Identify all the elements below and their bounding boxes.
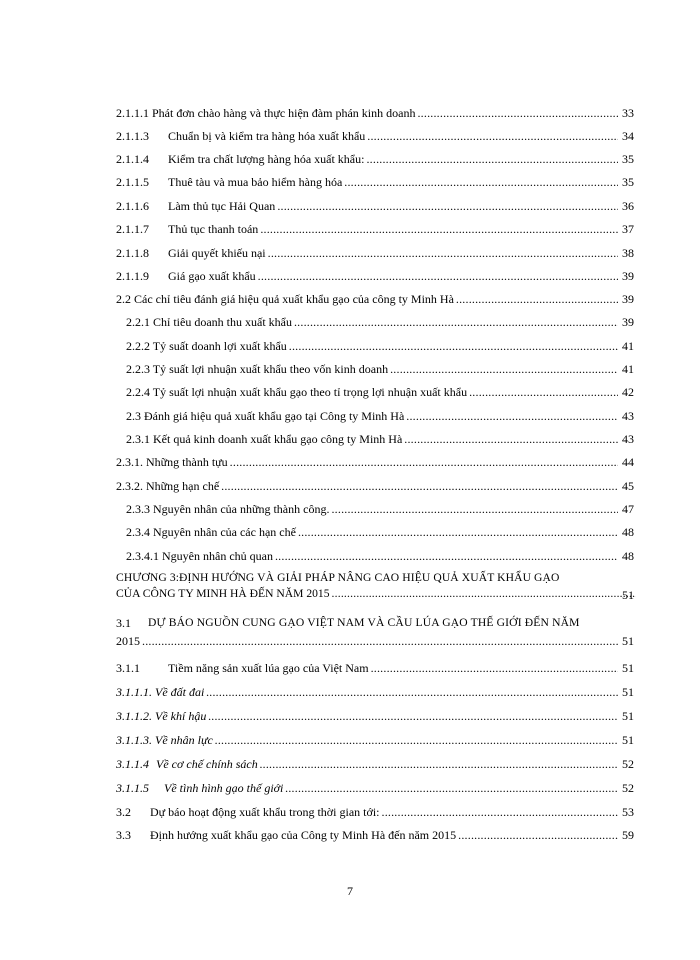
toc-entry-title: 2.2.2 Tỷ suất doanh lợi xuất khẩu (126, 339, 287, 353)
toc-entry[interactable] (0, 755, 700, 773)
toc-page-number: 53 (622, 805, 634, 819)
toc-entry-number: 3.2 (116, 805, 131, 819)
chapter-title-line-1: CHƯƠNG 3:ĐỊNH HƯỚNG VÀ GIẢI PHÁP NÂNG CAO HIỆU QUẢ XUẤT KHẨU GẠO (116, 571, 560, 584)
toc-entry-number: 2.1.1.4 (116, 152, 149, 166)
toc-entry[interactable] (0, 500, 700, 518)
toc-entry[interactable] (0, 337, 700, 355)
toc-entry-title: 2.2.1 Chỉ tiêu doanh thu xuất khẩu (126, 315, 292, 329)
toc-entry[interactable] (0, 220, 700, 238)
chapter-title-line-2: CỦA CÔNG TY MINH HÀ ĐẾN NĂM 2015 (116, 587, 330, 600)
toc-page-number: 36 (622, 199, 634, 213)
toc-entry[interactable] (0, 267, 700, 285)
toc-leader-dots (367, 127, 618, 145)
toc-entry-number: 3.1.1.4 (116, 757, 149, 771)
toc-page-number: 42 (622, 385, 634, 399)
toc-entry-title: 2.2 Các chỉ tiêu đánh giá hiệu quả xuất khẩu gạo của công ty Minh Hà (116, 292, 454, 306)
toc-page-number: 51 (622, 709, 634, 723)
toc-entry[interactable] (0, 173, 700, 191)
page-number-footer: 7 (347, 884, 353, 898)
toc-entry-title: Định hướng xuất khẩu gạo của Công ty Minh Hà đến năm 2015 (150, 828, 457, 842)
toc-entry-title: 2.3.4 Nguyên nhân của các hạn chế (126, 525, 296, 539)
toc-leader-dots (382, 803, 619, 821)
toc-leader-dots (298, 523, 618, 541)
toc-entry-title: Làm thủ tục Hải Quan (168, 199, 276, 213)
toc-leader-dots (417, 104, 618, 122)
toc-entry[interactable] (0, 683, 700, 701)
toc-entry-number: 2.1.1.6 (116, 199, 149, 213)
toc-entry-title: Giải quyết khiếu nại (168, 246, 266, 260)
toc-leader-dots (456, 290, 618, 308)
toc-entry[interactable] (0, 407, 700, 425)
toc-page-number: 43 (622, 432, 634, 446)
toc-entry-title: Về tình hình gạo thế giới (164, 781, 284, 795)
toc-entry[interactable] (0, 779, 700, 797)
toc-entry-number: 2.1.1.8 (116, 246, 149, 260)
toc-page-number: 51 (622, 588, 634, 602)
toc-entry[interactable] (0, 523, 700, 541)
toc-entry[interactable] (0, 453, 700, 471)
toc-leader-dots (258, 267, 618, 285)
toc-page-number: 41 (622, 339, 634, 353)
toc-page-number: 51 (622, 685, 634, 699)
toc-page-number: 41 (622, 362, 634, 376)
toc-page-number: 35 (622, 175, 634, 189)
toc-entry-title: 3.1.1.1. Về đất đai (116, 685, 205, 699)
toc-page-number: 45 (622, 479, 634, 493)
toc-leader-dots (230, 453, 618, 471)
toc-page-number: 51 (622, 733, 634, 747)
toc-entry[interactable] (0, 197, 700, 215)
toc-entry-title: 3.1.1.3. Về nhân lực (116, 733, 213, 747)
toc-leader-dots (221, 477, 618, 495)
toc-entry-number: 2.1.1.3 (116, 129, 149, 143)
toc-page-number: 39 (622, 269, 634, 283)
toc-page-number: 52 (622, 781, 634, 795)
toc-page-number: 33 (622, 106, 634, 120)
toc-entry-title: Tiềm năng sản xuất lúa gạo của Việt Nam (168, 661, 369, 675)
toc-leader-dots (215, 731, 618, 749)
toc-leader-dots (277, 197, 618, 215)
toc-entry-title: Chuẩn bị và kiểm tra hàng hóa xuất khẩu (168, 129, 366, 143)
toc-entry[interactable] (0, 104, 700, 122)
toc-entry-title: 2.3.3 Nguyên nhân của những thành công. (126, 502, 330, 516)
toc-leader-dots (371, 659, 618, 677)
toc-page-number: 47 (622, 502, 634, 516)
toc-leader-dots (294, 313, 618, 331)
toc-entry-title: Giá gạo xuất khẩu (168, 269, 256, 283)
toc-page-number: 35 (622, 152, 634, 166)
toc-entry-title: 2.2.3 Tỷ suất lợi nhuận xuất khẩu theo vốn kinh doanh (126, 362, 389, 376)
toc-page-number: 48 (622, 525, 634, 539)
toc-leader-dots (404, 430, 618, 448)
toc-leader-dots (469, 383, 618, 401)
toc-leader-dots (275, 547, 618, 565)
toc-leader-dots (289, 337, 618, 355)
toc-entry-number: 3.1.1 (116, 661, 140, 675)
toc-entry-title-line-2: 2015 (116, 634, 140, 648)
toc-page-number: 59 (622, 828, 634, 842)
toc-leader-dots (260, 220, 618, 238)
toc-entry-title: 2.3.1. Những thành tựu (116, 455, 228, 469)
toc-entry[interactable] (0, 127, 700, 145)
toc-entry[interactable] (0, 360, 700, 378)
toc-entry-title: Thủ tục thanh toán (168, 222, 259, 236)
toc-page-number: 34 (622, 129, 634, 143)
toc-entry[interactable] (0, 430, 700, 448)
toc-page-number: 48 (622, 549, 634, 563)
toc-entry-title: 2.3 Đánh giá hiệu quả xuất khẩu gạo tại Công ty Minh Hà (126, 409, 405, 423)
toc-entry-title: Dự báo hoạt động xuất khẩu trong thời gian tới: (150, 805, 380, 819)
toc-entry-number: 2.1.1.5 (116, 175, 149, 189)
toc-entry-number: 2.1.1.9 (116, 269, 149, 283)
toc-leader-dots (268, 244, 618, 262)
toc-entry-title: Về cơ chế chính sách (156, 757, 258, 771)
toc-page-number: 38 (622, 246, 634, 260)
toc-entry[interactable] (0, 659, 700, 677)
toc-page-number: 39 (622, 292, 634, 306)
toc-leader-dots (260, 755, 618, 773)
toc-entry[interactable] (0, 707, 700, 725)
toc-entry-continuation[interactable] (0, 632, 700, 650)
toc-entry-title: DỰ BÁO NGUỒN CUNG GẠO VIỆT NAM VÀ CẦU LÚA GẠO THẾ GIỚI ĐẾN NĂM (148, 616, 580, 629)
toc-leader-dots (206, 683, 618, 701)
toc-entry-number: 3.1 (116, 616, 131, 630)
toc-leader-dots (390, 360, 618, 378)
toc-page-number: 51 (622, 661, 634, 675)
toc-leader-dots (458, 826, 618, 844)
toc-page-number: 51 (622, 634, 634, 648)
toc-entry[interactable] (0, 383, 700, 401)
toc-entry-title: 2.3.1 Kết quả kinh doanh xuất khẩu gạo công ty Minh Hà (126, 432, 403, 446)
toc-leader-dots (208, 707, 618, 725)
toc-leader-dots (344, 173, 618, 191)
toc-entry[interactable] (0, 614, 700, 632)
toc-entry-title: Kiểm tra chất lượng hàng hóa xuất khẩu: (168, 152, 365, 166)
toc-entry[interactable] (0, 731, 700, 749)
toc-entry[interactable] (0, 477, 700, 495)
toc-leader-dots (331, 500, 618, 518)
toc-entry[interactable] (0, 150, 700, 168)
toc-entry-number: 3.3 (116, 828, 131, 842)
toc-entry[interactable] (0, 313, 700, 331)
toc-entry-title: 2.1.1.1 Phát đơn chào hàng và thực hiện đàm phán kinh doanh (116, 106, 416, 120)
toc-entry[interactable] (0, 803, 700, 821)
toc-leader-dots (332, 586, 636, 602)
toc-leader-dots (366, 150, 618, 168)
toc-page-number: 44 (622, 455, 634, 469)
toc-page-number: 37 (622, 222, 634, 236)
toc-leader-dots (406, 407, 618, 425)
toc-entry[interactable] (0, 244, 700, 262)
toc-entry-number: 2.1.1.7 (116, 222, 149, 236)
toc-entry-title: 3.1.1.2. Về khí hậu (116, 709, 207, 723)
toc-entry-title: 2.3.4.1 Nguyên nhân chủ quan (126, 549, 273, 563)
toc-leader-dots (142, 632, 618, 650)
toc-entry[interactable] (0, 547, 700, 565)
toc-page-number: 39 (622, 315, 634, 329)
toc-entry-title: Thuê tàu và mua bảo hiểm hàng hóa (168, 175, 343, 189)
toc-entry-number: 3.1.1.5 (116, 781, 149, 795)
toc-page-number: 43 (622, 409, 634, 423)
toc-entry[interactable] (0, 290, 700, 308)
toc-entry-title: 2.3.2. Những hạn chế (116, 479, 220, 493)
toc-chapter-heading[interactable] (116, 570, 636, 602)
toc-page-number: 52 (622, 757, 634, 771)
toc-entry-title: 2.2.4 Tỷ suất lợi nhuận xuất khẩu gạo theo tỉ trọng lợi nhuận xuất khẩu (126, 385, 468, 399)
toc-entry[interactable] (0, 826, 700, 844)
toc-leader-dots (285, 779, 618, 797)
